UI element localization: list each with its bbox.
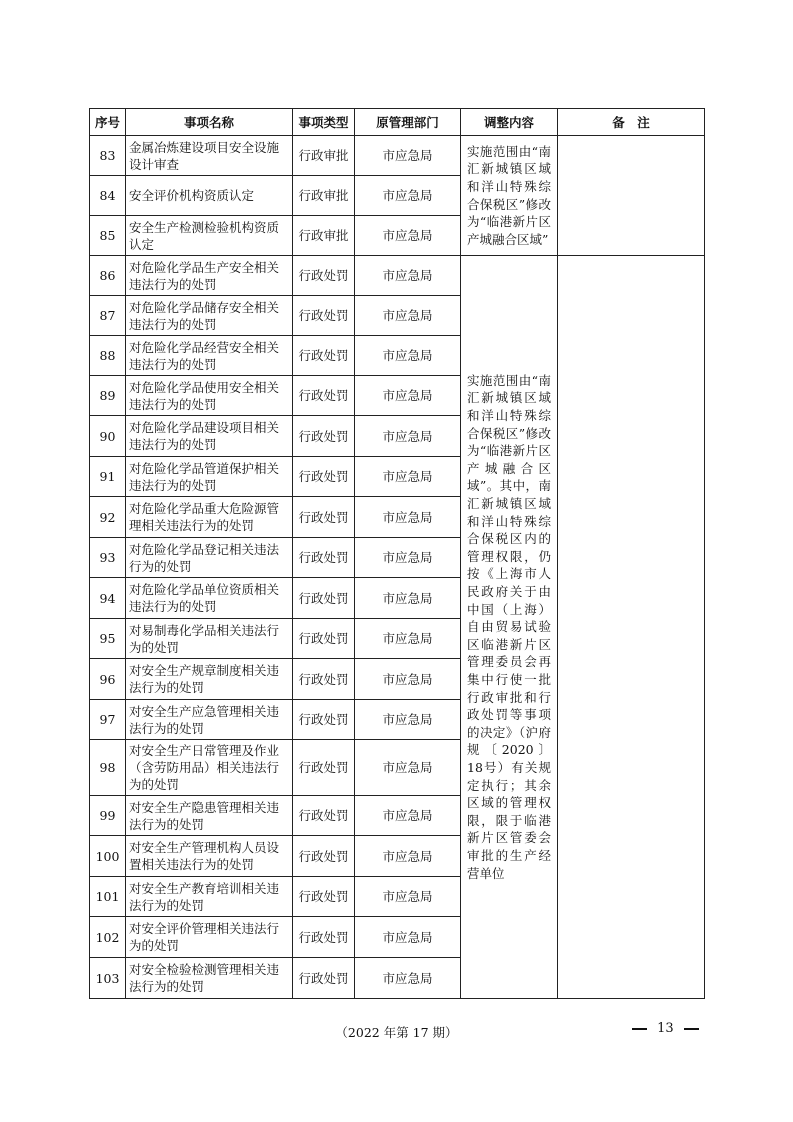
table-row [90, 256, 705, 296]
row-number: 99 [90, 796, 126, 836]
dash-right [684, 1028, 699, 1030]
row-name: 对危险化学品登记相关违法行为的处罚 [126, 538, 293, 578]
row-dept: 市应急局 [355, 796, 461, 836]
row-number: 101 [90, 877, 126, 917]
row-type: 行政处罚 [293, 296, 355, 336]
row-number: 98 [90, 740, 126, 796]
row-number: 91 [90, 457, 126, 497]
row-number: 88 [90, 336, 126, 376]
row-dept: 市应急局 [355, 296, 461, 336]
row-name: 对安全评价管理相关违法行为的处罚 [126, 917, 293, 958]
row-type: 行政处罚 [293, 836, 355, 877]
page-number [632, 1021, 699, 1036]
row-type: 行政处罚 [293, 740, 355, 796]
row-number: 84 [90, 176, 126, 216]
row-dept: 市应急局 [355, 538, 461, 578]
row-type: 行政处罚 [293, 497, 355, 538]
row-number: 94 [90, 578, 126, 619]
row-type: 行政处罚 [293, 877, 355, 917]
row-dept: 市应急局 [355, 917, 461, 958]
row-number: 96 [90, 659, 126, 700]
row-dept: 市应急局 [355, 578, 461, 619]
row-name: 对危险化学品重大危险源管理相关违法行为的处罚 [126, 497, 293, 538]
row-number: 100 [90, 836, 126, 877]
row-dept: 市应急局 [355, 659, 461, 700]
row-name: 安全生产检测检验机构资质认定 [126, 216, 293, 256]
adjust-content-group-2: 实施范围由“南汇新城镇区域和洋山特殊综合保税区”修改为“临港新片区产城融合区域”。其中，南汇新城镇区域和洋山特殊综合保税区内的管理权限，仍按《上海市人民政府关于由中国（上海）自由贸易试验区临港新片区管理委员会再集中行使一批行政审批和行政处罚等事项的决定》（沪府规〔2020〕18号）有关规定执行；其余区域的管理权限，限于临港新片区管委会审批的生产经营单位 [461, 256, 558, 999]
row-type: 行政处罚 [293, 538, 355, 578]
row-number: 92 [90, 497, 126, 538]
row-dept: 市应急局 [355, 619, 461, 659]
row-name: 对危险化学品生产安全相关违法行为的处罚 [126, 256, 293, 296]
row-name: 安全评价机构资质认定 [126, 176, 293, 216]
row-name: 对安全检验检测管理相关违法行为的处罚 [126, 958, 293, 999]
row-number: 87 [90, 296, 126, 336]
row-dept: 市应急局 [355, 497, 461, 538]
row-dept: 市应急局 [355, 136, 461, 176]
row-name: 对危险化学品管道保护相关违法行为的处罚 [126, 457, 293, 497]
row-name: 对安全生产日常管理及作业（含劳防用品）相关违法行为的处罚 [126, 740, 293, 796]
header-remark: 备 注 [558, 109, 705, 136]
table-header-row [90, 109, 705, 136]
row-type: 行政审批 [293, 136, 355, 176]
row-dept: 市应急局 [355, 256, 461, 296]
row-dept: 市应急局 [355, 176, 461, 216]
row-type: 行政处罚 [293, 256, 355, 296]
row-dept: 市应急局 [355, 877, 461, 917]
row-type: 行政处罚 [293, 917, 355, 958]
row-type: 行政处罚 [293, 796, 355, 836]
header-seq: 序号 [90, 109, 126, 136]
row-dept: 市应急局 [355, 416, 461, 457]
row-number: 89 [90, 376, 126, 416]
row-dept: 市应急局 [355, 376, 461, 416]
row-name: 对危险化学品单位资质相关违法行为的处罚 [126, 578, 293, 619]
row-dept: 市应急局 [355, 740, 461, 796]
row-type: 行政处罚 [293, 659, 355, 700]
remark-cell-group-1 [558, 136, 705, 256]
header-dept: 原管理部门 [355, 109, 461, 136]
row-number: 95 [90, 619, 126, 659]
row-name: 对安全生产教育培训相关违法行为的处罚 [126, 877, 293, 917]
row-dept: 市应急局 [355, 457, 461, 497]
adjust-content-group-1: 实施范围由“南汇新城镇区域和洋山特殊综合保税区”修改为“临港新片区产城融合区域” [461, 136, 558, 256]
row-name: 金属冶炼建设项目安全设施设计审查 [126, 136, 293, 176]
header-name: 事项名称 [126, 109, 293, 136]
row-number: 85 [90, 216, 126, 256]
issue-label: （2022 年第 17 期） [335, 1025, 458, 1040]
header-type: 事项类型 [293, 109, 355, 136]
row-dept: 市应急局 [355, 700, 461, 740]
row-type: 行政处罚 [293, 416, 355, 457]
row-dept: 市应急局 [355, 836, 461, 877]
row-name: 对危险化学品储存安全相关违法行为的处罚 [126, 296, 293, 336]
row-type: 行政处罚 [293, 336, 355, 376]
row-name: 对安全生产隐患管理相关违法行为的处罚 [126, 796, 293, 836]
row-name: 对安全生产应急管理相关违法行为的处罚 [126, 700, 293, 740]
row-type: 行政审批 [293, 176, 355, 216]
row-number: 103 [90, 958, 126, 999]
dash-left [632, 1028, 647, 1030]
page-number-value: 13 [657, 1021, 674, 1036]
row-type: 行政处罚 [293, 958, 355, 999]
row-type: 行政处罚 [293, 700, 355, 740]
row-name: 对危险化学品建设项目相关违法行为的处罚 [126, 416, 293, 457]
row-dept: 市应急局 [355, 216, 461, 256]
header-adjust: 调整内容 [461, 109, 558, 136]
row-number: 97 [90, 700, 126, 740]
row-dept: 市应急局 [355, 336, 461, 376]
row-number: 102 [90, 917, 126, 958]
row-name: 对危险化学品使用安全相关违法行为的处罚 [126, 376, 293, 416]
matters-table [89, 108, 705, 999]
row-type: 行政处罚 [293, 578, 355, 619]
row-name: 对危险化学品经营安全相关违法行为的处罚 [126, 336, 293, 376]
row-name: 对安全生产管理机构人员设置相关违法行为的处罚 [126, 836, 293, 877]
row-number: 90 [90, 416, 126, 457]
row-number: 83 [90, 136, 126, 176]
row-dept: 市应急局 [355, 958, 461, 999]
row-type: 行政处罚 [293, 619, 355, 659]
row-name: 对安全生产规章制度相关违法行为的处罚 [126, 659, 293, 700]
row-type: 行政处罚 [293, 376, 355, 416]
row-number: 86 [90, 256, 126, 296]
row-number: 93 [90, 538, 126, 578]
row-type: 行政处罚 [293, 457, 355, 497]
table-row [90, 136, 705, 176]
remark-cell-group-2 [558, 256, 705, 999]
row-type: 行政审批 [293, 216, 355, 256]
row-name: 对易制毒化学品相关违法行为的处罚 [126, 619, 293, 659]
